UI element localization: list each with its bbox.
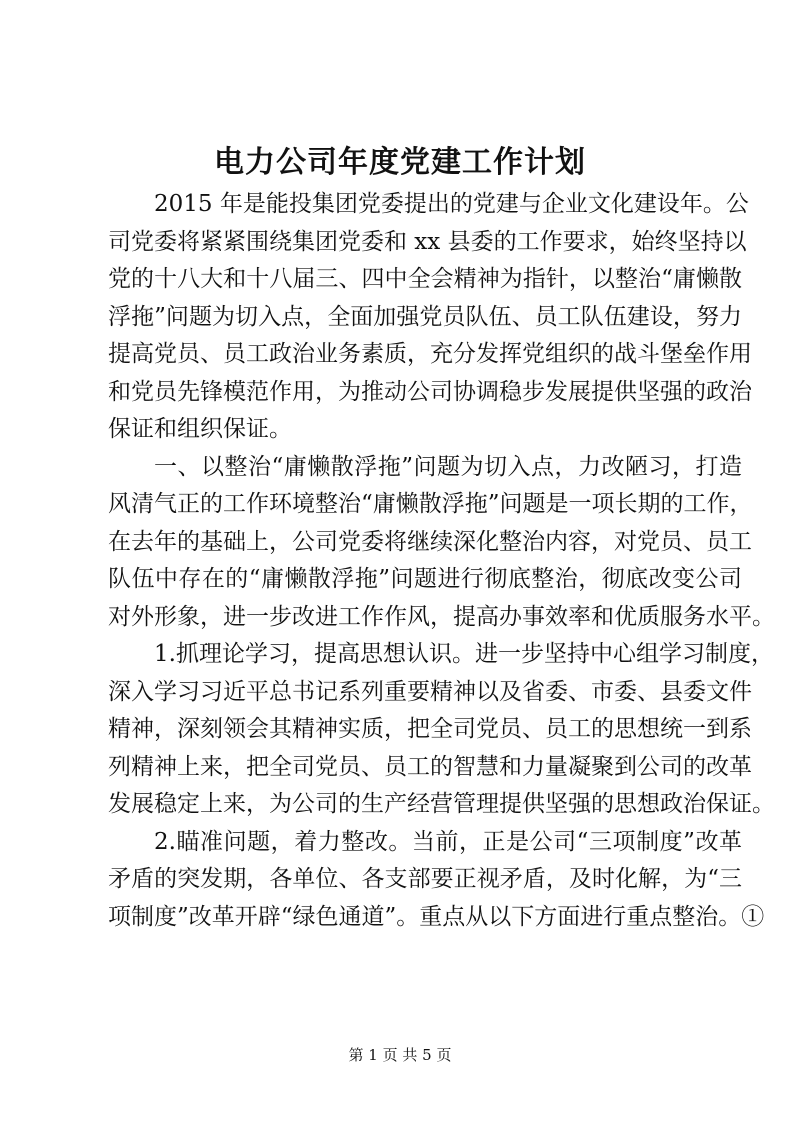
page-number-footer: 第 1 页 共 5 页: [348, 1046, 452, 1064]
document-title: 电力公司年度党建工作计划: [214, 145, 586, 180]
text-line: 一、以整治“庸懒散浮拖”问题为切入点，力改陋习，打造: [154, 453, 742, 480]
text-line: 发展稳定上来，为公司的生产经营管理提供坚强的思想政治保证。: [108, 791, 775, 817]
text-line: 和党员先锋模范作用，为推动公司协调稳步发展提供坚强的政治: [108, 378, 752, 405]
paragraph-2: [108, 449, 775, 637]
text-line: 保证和组织保证。: [108, 416, 292, 442]
paragraph-3: [108, 636, 775, 824]
text-line: 对外形象，进一步改进工作作风，提高办事效率和优质服务水平。: [108, 603, 775, 630]
text-line: 2.瞄准问题，着力整改。当前，正是公司“三项制度”改革: [154, 828, 742, 855]
document-body: [108, 186, 775, 936]
paragraph-1: [108, 186, 752, 449]
text-line: 在去年的基础上，公司党委将继续深化整治内容，对党员、员工: [108, 528, 752, 555]
text-line: 列精神上来，把全司党员、员工的智慧和力量凝聚到公司的改革: [108, 753, 752, 780]
text-line: 2015 年是能投集团党委提出的党建与企业文化建设年。公: [154, 191, 749, 217]
text-line: 浮拖”问题为切入点，全面加强党员队伍、员工队伍建设，努力: [108, 303, 742, 330]
text-line: 1.抓理论学习，提高思想认识。进一步坚持中心组学习制度，: [154, 641, 774, 667]
text-line: 精神，深刻领会其精神实质，把全司党员、员工的思想统一到系: [108, 716, 752, 742]
paragraph-4: [108, 824, 765, 937]
text-line: 矛盾的突发期，各单位、各支部要正视矛盾，及时化解，为“三: [108, 866, 742, 892]
text-line: 项制度”改革开辟“绿色通道”。重点从以下方面进行重点整治。①: [108, 903, 765, 930]
text-line: 提高党员、员工政治业务素质，充分发挥党组织的战斗堡垒作用: [108, 341, 752, 367]
text-line: 深入学习习近平总书记系列重要精神以及省委、市委、县委文件: [108, 678, 752, 705]
text-line: 队伍中存在的“庸懒散浮拖”问题进行彻底整治，彻底改变公司: [108, 566, 742, 592]
text-line: 司党委将紧紧围绕集团党委和 xx 县委的工作要求，始终坚持以: [108, 228, 747, 255]
text-line: 风清气正的工作环境整治“庸懒散浮拖”问题是一项长期的工作，: [108, 491, 753, 517]
text-line: 党的十八大和十八届三、四中全会精神为指针，以整治“庸懒散: [108, 266, 742, 292]
